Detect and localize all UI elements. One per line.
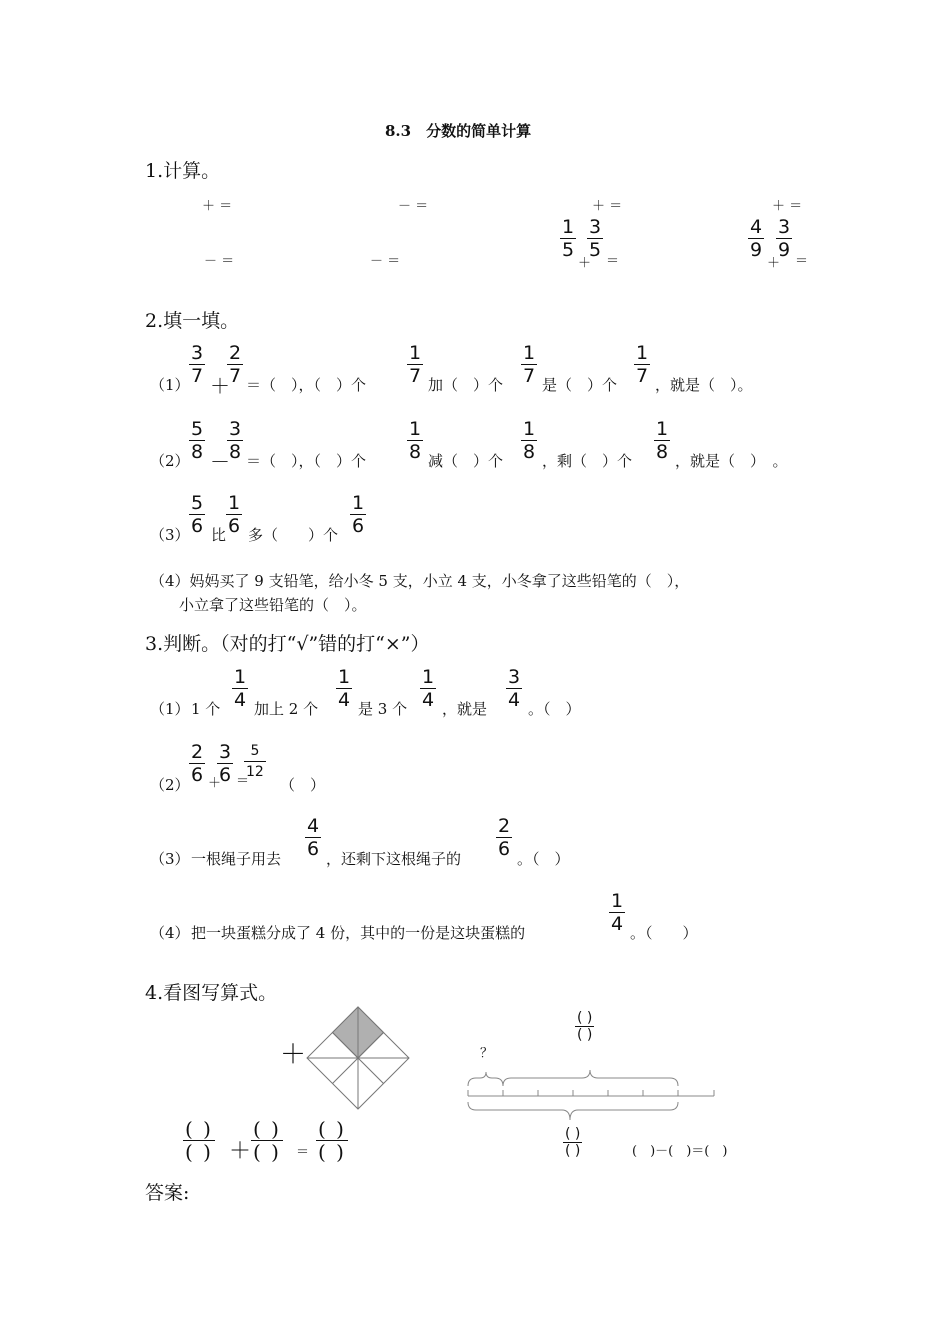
q-label: （3） bbox=[150, 850, 190, 868]
text: 1 个 bbox=[191, 700, 221, 718]
q-label: （2） bbox=[150, 776, 190, 794]
equals-sign: ＝ bbox=[296, 1145, 310, 1160]
equals-sign: ＝ bbox=[795, 254, 809, 269]
s1-minus-eq-3: － ＝ bbox=[370, 254, 401, 269]
minus-sign: － bbox=[210, 450, 230, 474]
fraction: $\frac{1}{8}$ bbox=[409, 418, 422, 463]
equals-sign: ＝ bbox=[606, 254, 620, 269]
q-label: （3） bbox=[150, 526, 190, 544]
s1-minus-eq-2: － ＝ bbox=[204, 254, 235, 269]
equals-sign: ＝ bbox=[236, 774, 250, 789]
page-title: 8.3 分数的简单计算 bbox=[385, 122, 532, 140]
fraction: $\frac{1}{8}$ bbox=[656, 418, 669, 463]
section-3-heading: 3.判断。（对的打“√”错的打“×”） bbox=[145, 633, 430, 655]
segment-figure bbox=[462, 1064, 720, 1130]
text: 是 3 个 bbox=[358, 700, 408, 718]
s1-plus-eq-3: ＋ ＝ bbox=[772, 199, 803, 214]
fraction: $\frac{1}{4}$ bbox=[422, 666, 435, 711]
text: 加上 2 个 bbox=[254, 700, 319, 718]
plus-sign: ＋ bbox=[280, 1040, 307, 1070]
text: 把一块蛋糕分成了 4 份，其中的一份是这块蛋糕的 bbox=[191, 924, 526, 942]
fraction: $\frac{3}{9}$ bbox=[778, 216, 791, 261]
fraction: $\frac{1}{7}$ bbox=[523, 342, 536, 387]
fraction: $\frac{1}{8}$ bbox=[523, 418, 536, 463]
q-label: （1） bbox=[150, 376, 190, 394]
fraction: $\frac{3}{8}$ bbox=[229, 418, 242, 463]
q-label: （4） bbox=[150, 924, 190, 942]
text: （ ） bbox=[280, 776, 326, 794]
text: 一根绳子用去 bbox=[191, 850, 282, 868]
fraction: $\frac{1}{7}$ bbox=[409, 342, 422, 387]
square-figure bbox=[305, 1005, 411, 1111]
fraction: $\frac{3}{6}$ bbox=[219, 741, 232, 786]
s1-minus-eq-1: － ＝ bbox=[398, 199, 429, 214]
q4-line1: （4）妈妈买了 9 支铅笔，给小冬 5 支，小立 4 支，小冬拿了这些铅笔的（ ）， bbox=[150, 572, 690, 590]
section-4-heading: 4.看图写算式。 bbox=[145, 982, 278, 1004]
q-label: （2） bbox=[150, 452, 190, 470]
text: 。（ ） bbox=[630, 924, 698, 942]
text: ＝（ ），（ ）个 bbox=[246, 452, 367, 470]
fraction: $\frac{2}{7}$ bbox=[229, 342, 242, 387]
fraction: $\frac{1}{6}$ bbox=[352, 492, 365, 537]
text: 减（ ）个 bbox=[428, 452, 504, 470]
fraction: $\frac{3}{4}$ bbox=[508, 666, 521, 711]
fraction: $\frac{3}{5}$ bbox=[589, 216, 602, 261]
fraction: $\frac{2}{6}$ bbox=[498, 815, 511, 860]
blank-fraction: ( ) ( ) bbox=[185, 1117, 213, 1164]
plus-sign: ＋ bbox=[767, 256, 781, 271]
blank-fraction: ( ) ( ) bbox=[318, 1117, 346, 1164]
text: ，还剩下这根绳子的 bbox=[326, 850, 462, 868]
text: 加（ ）个 bbox=[428, 376, 504, 394]
blank-fraction: ( ) ( ) bbox=[253, 1117, 281, 1164]
answer-label: 答案: bbox=[145, 1182, 190, 1204]
fraction: $\frac{1}{4}$ bbox=[611, 890, 624, 935]
plus-sign: ＋ bbox=[208, 776, 222, 791]
blank-fraction: ( ) ( ) bbox=[577, 1010, 593, 1043]
text: ＝（ ），（ ）个 bbox=[246, 376, 367, 394]
q4-line2: 小立拿了这些铅笔的（ ）。 bbox=[179, 596, 367, 614]
fraction: $\frac{1}{7}$ bbox=[636, 342, 649, 387]
text: ，就是（ ） 。 bbox=[675, 452, 788, 470]
text: 多（ ）个 bbox=[248, 526, 339, 544]
fraction: $\frac{1}{4}$ bbox=[234, 666, 247, 711]
fraction: $\frac{4}{6}$ bbox=[307, 815, 320, 860]
text: 是（ ）个 bbox=[542, 376, 618, 394]
fraction: $\frac{5}{12}$ bbox=[246, 743, 264, 780]
question-mark: ？ bbox=[480, 1046, 494, 1061]
fraction: $\frac{5}{8}$ bbox=[191, 418, 204, 463]
q-label: （1） bbox=[150, 700, 190, 718]
fraction: $\frac{2}{6}$ bbox=[191, 741, 204, 786]
plus-sign: ＋ bbox=[229, 1139, 252, 1164]
text: ，就是（ ）。 bbox=[655, 376, 753, 394]
fraction: $\frac{5}{6}$ bbox=[191, 492, 204, 537]
plus-sign: ＋ bbox=[210, 374, 230, 398]
fraction: $\frac{1}{6}$ bbox=[228, 492, 241, 537]
text: 比 bbox=[211, 526, 227, 544]
text: 。（ ） bbox=[528, 700, 581, 718]
subtraction-equation: ( )－( )＝( ) bbox=[632, 1144, 728, 1159]
text: ，就是 bbox=[442, 700, 488, 718]
text: ，剩（ ）个 bbox=[542, 452, 633, 470]
s1-plus-eq-2: ＋ ＝ bbox=[592, 199, 623, 214]
fraction: $\frac{1}{4}$ bbox=[338, 666, 351, 711]
fraction: $\frac{4}{9}$ bbox=[750, 216, 763, 261]
text: 。（ ） bbox=[517, 850, 570, 868]
fraction: $\frac{1}{5}$ bbox=[562, 216, 575, 261]
s1-plus-eq-1: ＋ ＝ bbox=[202, 199, 233, 214]
blank-fraction: ( ) ( ) bbox=[565, 1126, 581, 1159]
section-2-heading: 2.填一填。 bbox=[145, 310, 240, 332]
fraction: $\frac{3}{7}$ bbox=[191, 342, 204, 387]
section-1-heading: 1.计算。 bbox=[145, 160, 221, 182]
plus-sign: ＋ bbox=[578, 256, 592, 271]
